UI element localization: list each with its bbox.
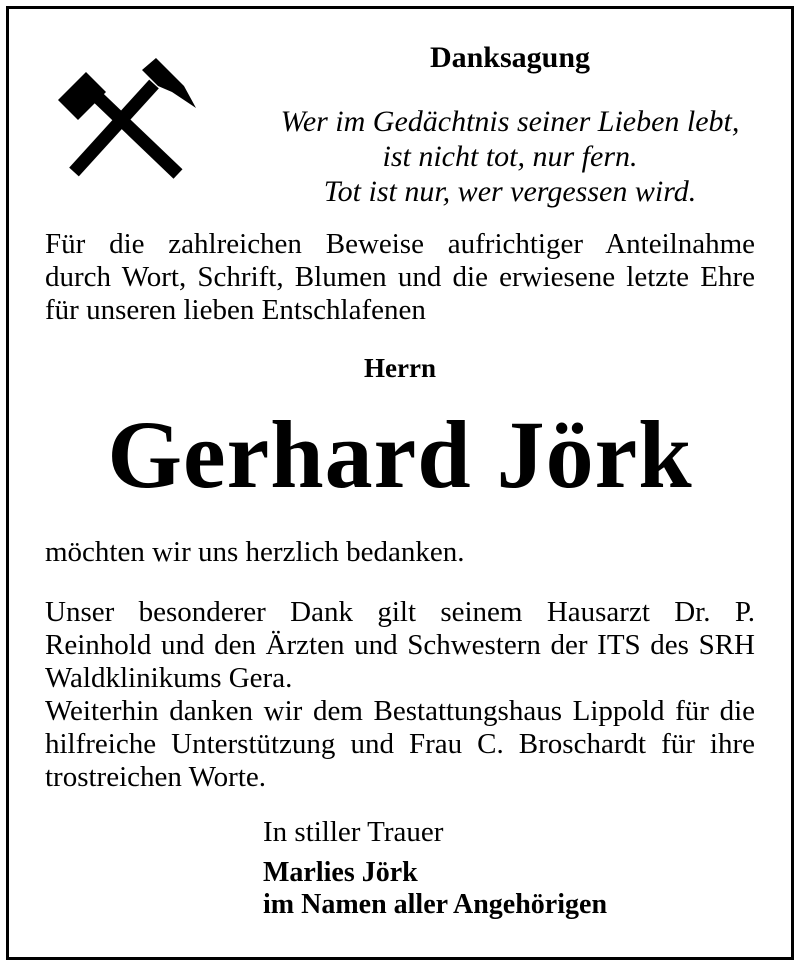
special-line: Waldklinikums Gera.: [45, 662, 293, 694]
deceased-name: Gerhard Jörk: [107, 401, 693, 508]
intro-line: für unseren lieben Entschlafenen: [45, 294, 426, 326]
intro-line: Für die zahlreichen Beweise aufrichtiger Anteilnahme: [45, 228, 755, 260]
heading: Danksagung: [429, 41, 591, 74]
further-line: hilfreiche Unterstützung und Frau C. Broschardt für ihre: [45, 728, 755, 760]
intro-line: durch Wort, Schrift, Blumen und die erwiesene letzte Ehre: [45, 261, 755, 293]
crossed-hammers-icon: [56, 56, 196, 180]
further-thanks-paragraph: [45, 695, 755, 794]
further-line: Weiterhin danken wir dem Bestattungshaus Lippold für die: [45, 695, 755, 727]
further-line: trostreichen Worte.: [45, 761, 266, 793]
special-line: Unser besonderer Dank gilt seinem Hausarzt Dr. P.: [45, 596, 755, 628]
poem-line: Tot ist nur, wer vergessen wird.: [323, 175, 697, 208]
salutation: Herrn: [364, 353, 436, 383]
poem-line: ist nicht tot, nur fern.: [382, 140, 638, 173]
signature-name: Marlies Jörk: [263, 857, 418, 888]
intro-paragraph: [45, 228, 755, 327]
poem-line: Wer im Gedächtnis seiner Lieben lebt,: [280, 105, 740, 138]
special-line: Reinhold und den Ärzten und Schwestern der ITS des SRH: [45, 629, 755, 661]
closing-phrase: In stiller Trauer: [263, 816, 444, 848]
poem: [240, 104, 780, 209]
special-thanks-paragraph: [45, 596, 755, 695]
thanks-paragraph: [45, 536, 755, 569]
signature-family: im Namen aller Angehörigen: [263, 889, 608, 920]
thanks-line: möchten wir uns herzlich bedanken.: [45, 536, 465, 568]
